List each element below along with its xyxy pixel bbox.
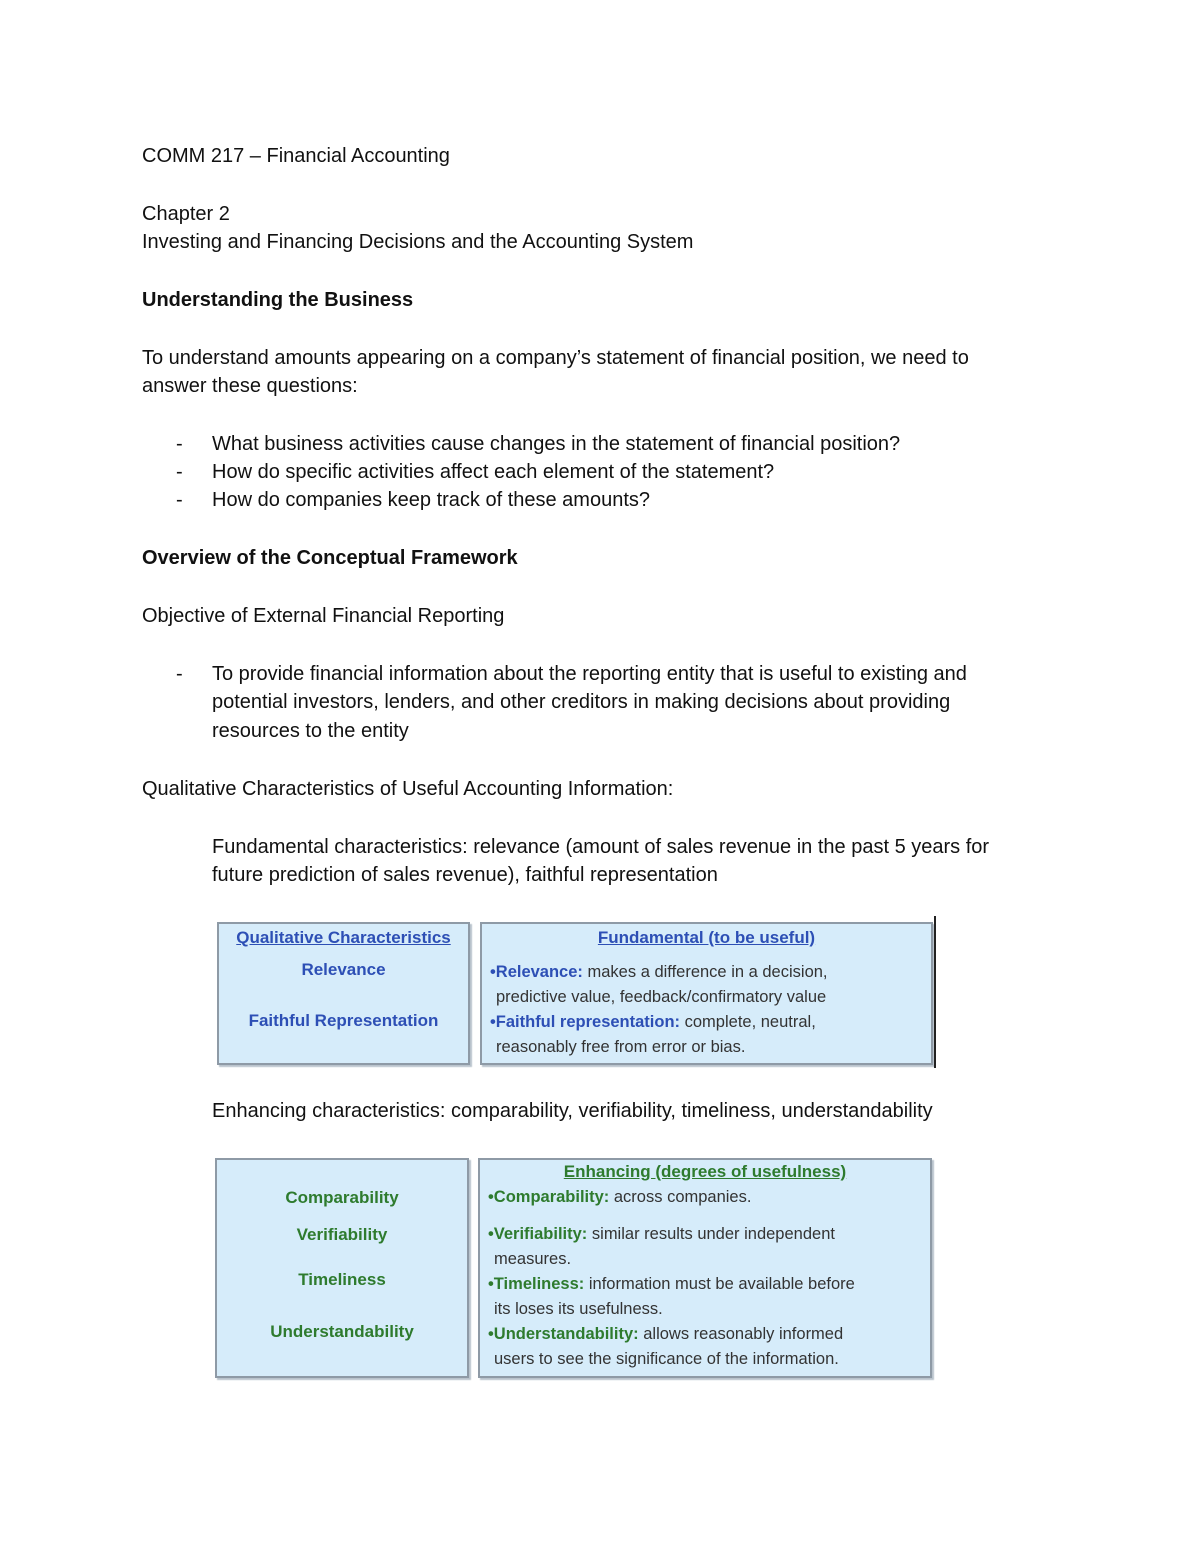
dash-bullet: - [176, 461, 183, 483]
enhancing-box-title: Enhancing (degrees of usefulness) [563, 1162, 847, 1181]
fundamental-box [480, 922, 933, 1065]
question-item: How do companies keep track of these amounts? [212, 489, 651, 511]
fundamental-box-title: Fundamental (to be useful) [597, 928, 816, 947]
enhancing-line: Enhancing characteristics: comparability, verifiability, timeliness, understandability [212, 1100, 933, 1122]
enhancing-item-timeliness: Timeliness [298, 1270, 386, 1289]
description: its loses its usefulness. [494, 1300, 663, 1318]
objective-line: To provide financial information about the reporting entity that is useful to existing and [212, 663, 967, 685]
term: •Relevance: [490, 963, 583, 981]
term: •Understandability: [488, 1325, 639, 1343]
question-item: What business activities cause changes in the statement of financial position? [212, 433, 901, 455]
dash-bullet: - [176, 433, 183, 455]
fundamental-row-faithful [490, 1010, 925, 1060]
intro-line-2: answer these questions: [142, 375, 358, 397]
chapter-title: Investing and Financing Decisions and the Accounting System [142, 231, 694, 253]
term: •Timeliness: [488, 1275, 585, 1293]
enhancing-item-verifiability: Verifiability [296, 1225, 388, 1244]
enhancing-characteristics-left-box [215, 1158, 469, 1378]
dash-bullet: - [176, 663, 183, 685]
description: users to see the significance of the information. [494, 1350, 839, 1368]
description: reasonably free from error or bias. [496, 1038, 746, 1056]
section-heading-understanding: Understanding the Business [142, 289, 414, 311]
qualitative-item-relevance: Relevance [301, 960, 386, 979]
term: •Comparability: [488, 1188, 610, 1206]
fundamental-row-relevance [490, 960, 925, 1010]
enhancing-row-timeliness [488, 1272, 924, 1322]
qualitative-heading: Qualitative Characteristics of Useful Accounting Information: [142, 778, 674, 800]
qualitative-characteristics-box [217, 922, 470, 1065]
enhancing-row-comparability [488, 1185, 924, 1210]
fundamental-line: Fundamental characteristics: relevance (amount of sales revenue in the past 5 years for [212, 836, 990, 858]
description: predictive value, feedback/confirmatory value [496, 988, 827, 1006]
fundamental-line: future prediction of sales revenue), faithful representation [212, 864, 718, 886]
enhancing-box [478, 1158, 932, 1378]
divider-line [934, 916, 936, 1068]
term: •Faithful representation: [490, 1013, 681, 1031]
term: •Verifiability: [488, 1225, 588, 1243]
description: makes a difference in a decision, [582, 963, 828, 981]
section-heading-framework: Overview of the Conceptual Framework [142, 547, 518, 569]
enhancing-row-verifiability [488, 1222, 924, 1272]
qualitative-box-title: Qualitative Characteristics [236, 928, 451, 947]
description: measures. [494, 1250, 572, 1268]
dash-bullet: - [176, 489, 183, 511]
description: information must be available before [584, 1275, 855, 1293]
objective-line: resources to the entity [212, 720, 409, 742]
intro-line-1: To understand amounts appearing on a company’s statement of financial position, we need to [142, 347, 969, 369]
chapter-label: Chapter 2 [142, 203, 230, 225]
description: complete, neutral, [680, 1013, 816, 1031]
enhancing-item-comparability: Comparability [285, 1188, 399, 1207]
course-title: COMM 217 – Financial Accounting [142, 145, 450, 167]
description: allows reasonably informed [638, 1325, 844, 1343]
qualitative-item-faithful: Faithful Representation [248, 1011, 439, 1030]
objective-line: potential investors, lenders, and other creditors in making decisions about providing [212, 691, 951, 713]
description: similar results under independent [587, 1225, 835, 1243]
question-item: How do specific activities affect each element of the statement? [212, 461, 775, 483]
objective-subheading: Objective of External Financial Reporting [142, 605, 505, 627]
enhancing-item-understandability: Understandability [270, 1322, 414, 1341]
description: across companies. [609, 1188, 752, 1206]
enhancing-row-understandability [488, 1322, 924, 1372]
